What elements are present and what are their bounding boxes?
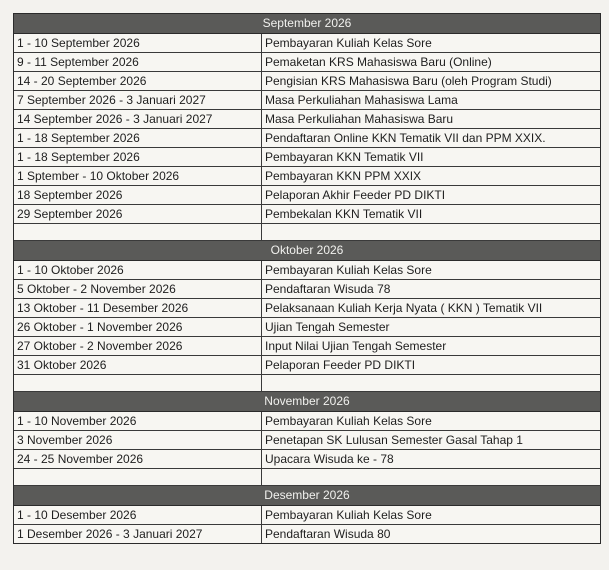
activity-cell: Penetapan SK Lulusan Semester Gasal Tahap 1 <box>265 433 523 447</box>
blank-row <box>14 375 600 392</box>
table-row <box>14 148 600 167</box>
table-row <box>14 431 600 450</box>
activity-cell: Pelaporan Akhir Feeder PD DIKTI <box>265 188 446 202</box>
date-cell: 26 Oktober - 1 November 2026 <box>14 318 262 336</box>
activity-cell: Pendaftaran Wisuda 78 <box>265 282 391 296</box>
date-cell: 3 November 2026 <box>14 431 262 449</box>
activity-cell: Pembayaran Kuliah Kelas Sore <box>265 36 432 50</box>
activity-cell: Pembayaran Kuliah Kelas Sore <box>265 263 432 277</box>
table-row <box>14 205 600 224</box>
activity-cell: Pembayaran Kuliah Kelas Sore <box>265 508 432 522</box>
activity-cell: Masa Perkuliahan Mahasiswa Baru <box>265 112 454 126</box>
activity-cell: Upacara Wisuda ke - 78 <box>265 452 394 466</box>
date-cell: 1 - 10 November 2026 <box>14 412 262 430</box>
activity-cell: Input Nilai Ujian Tengah Semester <box>265 339 447 353</box>
table-row <box>14 167 600 186</box>
empty-cell <box>262 224 600 240</box>
table-row <box>14 129 600 148</box>
date-cell: 1 - 18 September 2026 <box>14 129 262 147</box>
table-row <box>14 91 600 110</box>
empty-cell <box>262 469 600 485</box>
activity-cell: Pelaksanaan Kuliah Kerja Nyata ( KKN ) Tematik VII <box>265 301 543 315</box>
table-row <box>14 318 600 337</box>
activity-cell: Pelaporan Feeder PD DIKTI <box>265 358 416 372</box>
activity-cell: Pendaftaran Online KKN Tematik VII dan PPM XXIX. <box>265 131 546 145</box>
empty-cell <box>14 224 262 240</box>
activity-cell: Pembayaran KKN PPM XXIX <box>265 169 422 183</box>
blank-row <box>14 469 600 486</box>
activity-cell: Pembayaran KKN Tematik VII <box>265 150 424 164</box>
table-row <box>14 356 600 375</box>
date-cell: 1 Desember 2026 - 3 Januari 2027 <box>14 525 262 543</box>
table-row <box>14 506 600 525</box>
empty-cell <box>14 469 262 485</box>
academic-calendar-table <box>13 13 601 544</box>
date-cell: 5 Oktober - 2 November 2026 <box>14 280 262 298</box>
activity-cell: Pengisian KRS Mahasiswa Baru (oleh Program Studi) <box>265 74 552 88</box>
activity-cell: Pemaketan KRS Mahasiswa Baru (Online) <box>265 55 492 69</box>
month-header: Oktober 2026 <box>14 241 600 261</box>
activity-cell: Masa Perkuliahan Mahasiswa Lama <box>265 93 458 107</box>
date-cell: 1 Sptember - 10 Oktober 2026 <box>14 167 262 185</box>
empty-cell <box>14 375 262 391</box>
table-row <box>14 525 600 543</box>
date-cell: 13 Oktober - 11 Desember 2026 <box>14 299 262 317</box>
activity-cell: Ujian Tengah Semester <box>265 320 390 334</box>
month-header: September 2026 <box>14 14 600 34</box>
date-cell: 1 - 10 Oktober 2026 <box>14 261 262 279</box>
date-cell: 7 September 2026 - 3 Januari 2027 <box>14 91 262 109</box>
table-row <box>14 337 600 356</box>
table-row <box>14 34 600 53</box>
date-cell: 31 Oktober 2026 <box>14 356 262 374</box>
table-row <box>14 299 600 318</box>
activity-cell: Pembayaran Kuliah Kelas Sore <box>265 414 432 428</box>
month-header: November 2026 <box>14 392 600 412</box>
date-cell: 14 September 2026 - 3 Januari 2027 <box>14 110 262 128</box>
date-cell: 1 - 18 September 2026 <box>14 148 262 166</box>
table-row <box>14 412 600 431</box>
table-row <box>14 280 600 299</box>
date-cell: 29 September 2026 <box>14 205 262 223</box>
date-cell: 18 September 2026 <box>14 186 262 204</box>
date-cell: 24 - 25 November 2026 <box>14 450 262 468</box>
empty-cell <box>262 375 600 391</box>
date-cell: 1 - 10 Desember 2026 <box>14 506 262 524</box>
table-row <box>14 72 600 91</box>
month-header: Desember 2026 <box>14 486 600 506</box>
table-row <box>14 53 600 72</box>
activity-cell: Pendaftaran Wisuda 80 <box>265 527 391 541</box>
activity-cell: Pembekalan KKN Tematik VII <box>265 207 423 221</box>
table-row <box>14 261 600 280</box>
table-row <box>14 186 600 205</box>
blank-row <box>14 224 600 241</box>
table-row <box>14 450 600 469</box>
date-cell: 27 Oktober - 2 November 2026 <box>14 337 262 355</box>
date-cell: 1 - 10 September 2026 <box>14 34 262 52</box>
date-cell: 9 - 11 September 2026 <box>14 53 262 71</box>
date-cell: 14 - 20 September 2026 <box>14 72 262 90</box>
table-row <box>14 110 600 129</box>
